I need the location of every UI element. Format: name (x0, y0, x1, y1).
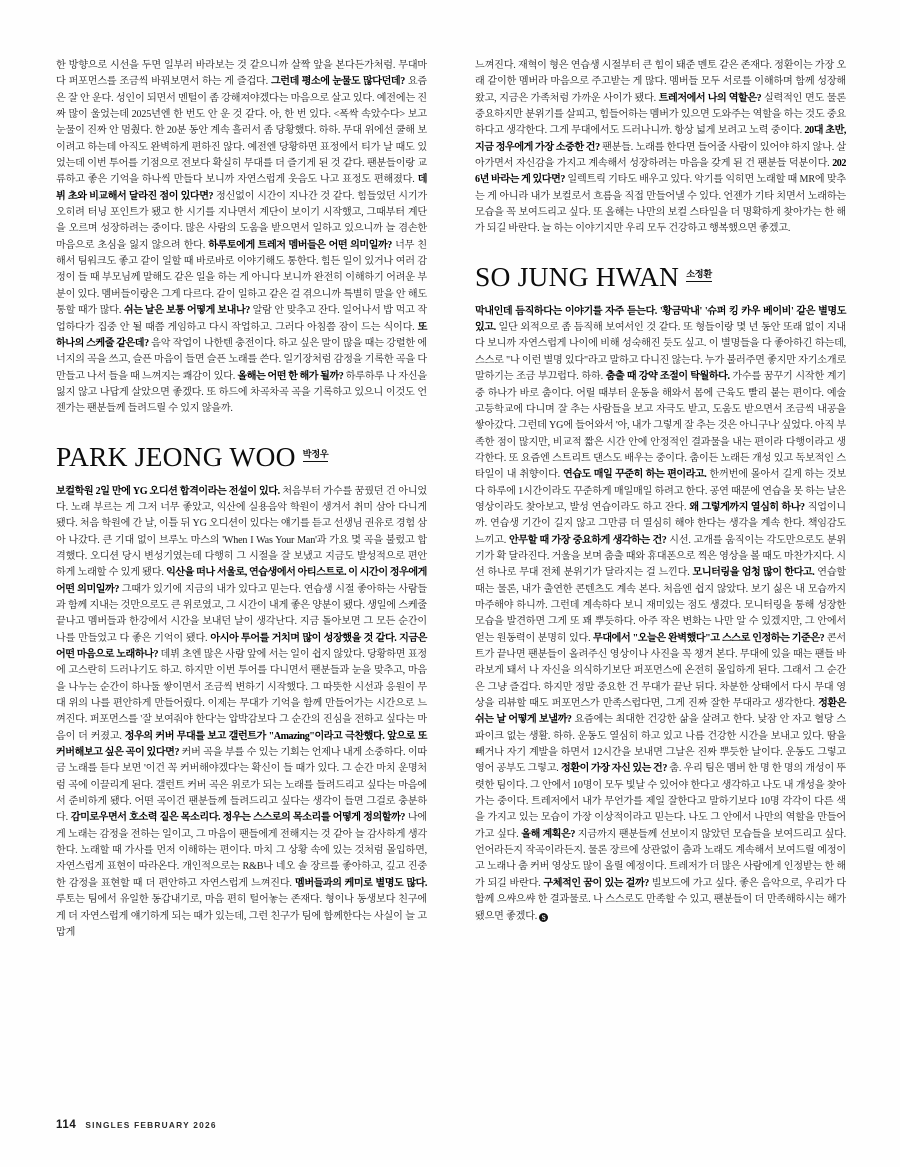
folio-publication-title: SINGLES FEBRUARY 2026 (85, 1120, 217, 1130)
interview-question: 트레저에서 나의 역할은? (658, 92, 762, 104)
interview-question: 또 하나의 스케줄 같은데? (56, 321, 427, 349)
interview-question: 막내인데 듬직하다는 이야기를 자주 듣는다. '황금막내' '슈퍼 킹 카우 베이비' 같은 별명도 있고. (475, 305, 846, 334)
heading-korean-name: 박정우 (303, 446, 329, 462)
right-column (475, 58, 846, 925)
article-end-mark: S (539, 913, 548, 922)
interview-question: 올해 계획은? (521, 828, 575, 840)
interview-question: 올해는 어떤 한 해가 될까? (237, 370, 344, 382)
interview-question: 연습도 매일 꾸준히 하는 편이라고. (563, 469, 707, 481)
interview-question: 정환이 가장 자신 있는 건? (560, 763, 667, 775)
interview-question: 보컬학원 2일 만에 YG 오디션 합격이라는 전설이 있다. (56, 485, 280, 497)
interview-question: 익산을 떠나 서울로, 연습생에서 아티스트로. 이 시간이 정우에게 어떤 의미일까? (56, 567, 427, 595)
interview-question: 춤출 때 강약 조절이 탁월하다. (605, 371, 730, 383)
interview-question: 아시아 투어를 거치며 많이 성장했을 것 같다. 지금은 어떤 마음으로 노래하나? (56, 632, 427, 660)
heading-korean-name: 소정환 (686, 266, 712, 282)
interview-question: 20대 초반, 지금 정우에게 가장 소중한 건? (475, 125, 846, 153)
interview-question: 안무할 때 가장 중요하게 생각하는 건? (508, 534, 667, 546)
interview-question: 정환은 쉬는 날 어떻게 보낼까? (475, 698, 846, 726)
left-continued-paragraph: 한 방향으로 시선을 두면 일부러 바라보는 것 같으니까 살짝 앞을 본다든가처럼. 무대마다 퍼포먼스를 조금씩 바꿔보면서 하는 게 즐겁다. 그런데 평소에 눈물도 많다던데? 요즘은 잘 안 운다. 성인이 되면서 멘털이 좀 강해져야겠다는 마음으로 살고 있다. 예전에는 진짜 많이 울었는데 2025년엔 한 번도 안 운 것 같다. 아, 한 번 있다. <폭싹 속았수다> 보고 눈물이 진짜 안 멈췄다. 한 20분 동안 계속 흘러서 좀 당황했다. 하하. 무대 위에선 쿨해 보이려고 하는데 아직도 완벽하게 편하진 않다. 예전엔 당황하면 표정에서 티가 날 때도 있었는데 이번 투어를 기점으로 전보다 확실히 무대를 더 즐기게 된 것 같다. 팬분들이랑 교류하고 좋은 기억을 하나씩 만들다 보니까 자연스럽게 웃음도 나고 표정도 편해졌다. 데뷔 초와 비교해서 달라진 점이 있다면? 정신없이 시간이 지나간 것 같다. 힘들었던 시기가 오히려 터닝 포인트가 됐고 한 시기를 지나면서 계단이 보이기 시작했고, 그때부터 계단을 오르며 성장하려는 중이다. 많은 사람의 도움을 받으면서 일하고 있으니까 늘 겸손한 마음으로 초심을 잃지 않으려 한다. 하루토에게 트레저 멤버들은 어떤 의미일까? 너무 친해서 팀워크도 좋고 같이 일할 때 바로바로 이야기해도 통한다. 힘든 일이 있거나 여러 감정이 들 때 부모님께 말해도 같은 일을 하는 게 아니다 보니까 완전히 이해하기 어려운 부분이 있다. 멤버들이랑은 그게 다르다. 같이 일하고 같은 걸 겪으니까 특별히 말을 안 해도 통할 때가 많다. 쉬는 날은 보통 어떻게 보내나? 알람 안 맞추고 잔다. 일어나서 밥 먹고 작업하다가 집중 안 될 때쯤 게임하고 다시 작업하고. 그러다 아침쯤 잠이 드는 식이다. 또 하나의 스케줄 같은데? 음악 작업이 나한텐 충전이다. 하고 싶은 말이 많을 때는 강렬한 에너지의 곡을 쓰고, 슬픈 마음이 들면 슬픈 노래를 쓴다. 일기장처럼 감정을 기록한 곡을 다 만들고 나서 들을 때 느껴지는 쾌감이 있다. 올해는 어떤 한 해가 될까? 하루하루 나 자신을 잃지 않고 나답게 살았으면 좋겠다. 또 하드에 차곡차곡 곡을 기록하고 있으니 이것도 언젠가는 팬분들께 들려드릴 수 있지 않을까. (56, 60, 427, 415)
left-column (56, 58, 427, 941)
interview-question: 정우의 커버 무대를 보고 갤런트가 "Amazing"이라고 극찬했다. 앞으로 또 커버해보고 싶은 곡이 있다면? (56, 730, 428, 759)
park-jeong-woo-interview-body: 보컬학원 2일 만에 YG 오디션 합격이라는 전설이 있다. 처음부터 가수를 꿈꿨던 건 아니었다. 노래 부르는 게 그저 너무 좋았고, 익산에 실용음악 학원이 생겨서 취미 삼아 다니게 됐다. 처음 학원에 간 날, 이틀 뒤 YG 오디션이 있다는 얘기를 듣고 선생님 권유로 경험 삼아 나갔다. 큰 기대 없이 브루노 마스의 'When I Was Your Man'과 가요 몇 곡을 불렀고 합격했다. 오디션 당시 변성기였는데 다행히 그 시절을 잘 보냈고 지금도 발성적으로 편안하게 노래할 수 있게 됐다. 익산을 떠나 서울로, 연습생에서 아티스트로. 이 시간이 정우에게 어떤 의미일까? 그때가 있기에 지금의 내가 있다고 믿는다. 연습생 시절 좋아하는 사람들과 함께 지내는 것만으로도 큰 위로였고, 그 시간이 내게 좋은 양분이 됐다. 생일에 스케줄 끝나고 멤버들과 한강에서 시간을 보내던 날이 생각난다. 지금 돌아보면 그 모든 순간이 나를 만들었고 다 좋은 기억이 됐다. 아시아 투어를 거치며 많이 성장했을 것 같다. 지금은 어떤 마음으로 노래하나? 데뷔 초엔 많은 사람 앞에 서는 일이 쉽지 않았다. 당황하면 표정에 고스란히 드러나기도 하고. 하지만 이번 투어를 다니면서 팬분들과 눈을 맞추고, 마음을 나누는 순간이 하나둘 쌓이면서 조금씩 변하기 시작했다. 그 따뜻한 시선과 응원이 무대 위의 나를 편안하게 만들어줬다. 이제는 무대가 기억을 함께 만들어가는 시간으로 느껴진다. 퍼포먼스를 '잘 보여줘야 한다'는 압박감보다 그 순간의 진심을 전하고 싶다는 마음이 더 커졌고. 정우의 커버 무대를 보고 갤런트가 "Amazing"이라고 극찬했다. 앞으로 또 커버해보고 싶은 곡이 있다면? 커버 곡을 부를 수 있는 기회는 언제나 내게 소중하다. 이따금 노래를 듣다 보면 '이건 꼭 커버해야겠다'는 확신이 들 때가 있다. 그 순간 마치 운명처럼 곡에 이끌리게 된다. 갤런트 커버 곡은 위로가 되는 노래를 들려드리고 싶다는 마음에서 준비하게 됐다. 어떤 곡이건 팬분들께 들려드리고 싶다는 생각이 들면 그걸로 충분하다. 감미로우면서 호소력 짙은 목소리다. 정우는 스스로의 목소리를 어떻게 정의할까? 나에게 노래는 감정을 전하는 일이고, 그 마음이 팬들에게 전해지는 것 같아 늘 감사하게 생각한다. 노래할 때 가사를 먼저 이해하는 편이다. 마치 그 상황 속에 있는 것처럼 몰입하면, 자연스럽게 표현이 따라온다. 개인적으로는 R&B나 네오 솔 장르를 좋아하고, 깊고 진중한 감정을 표현할 때 더 편안하고 자연스럽게 느껴진다. 멤버들과의 케미로 별명도 많다. 루토는 팀에서 유일한 동갑내기로, 마음 편히 털어놓는 존재다. 형이나 동생보다 친구에게 더 자연스럽게 얘기하게 되는 때가 있는데, 그런 친구가 팀에 함께한다는 사실이 늘 고맙게 (56, 485, 428, 938)
interview-question: 멤버들과의 케미로 별명도 많다. (295, 877, 427, 889)
interview-question: 2026년 바라는 게 있다면? (475, 158, 846, 186)
heading-so-jung-hwan (475, 260, 846, 292)
heading-english-name: PARK JEONG WOO (56, 440, 296, 472)
right-continued-paragraph: 느껴진다. 재혁이 형은 연습생 시절부터 큰 힘이 돼준 멘토 같은 존재다. 정환이는 가장 오래 같이한 멤버라 마음으로 주고받는 게 많다. 멤버들 모두 서로를 이해하며 함께 성장해왔고, 지금은 가족처럼 가까운 사이가 됐다. 트레저에서 나의 역할은? 실력적인 면도 물론 중요하지만 분위기를 살피고, 힘들어하는 멤버가 있으면 도와주는 역할을 하는 것도 중요하다고 생각한다. 그게 무대에서도 드러나니까. 항상 넓게 보려고 노력 중이다. 20대 초반, 지금 정우에게 가장 소중한 건? 팬분들. 노래를 한다면 들어줄 사람이 있어야 하지 않나. 살아가면서 자신감을 가지고 계속해서 성장하려는 마음을 갖게 된 건 팬분들 덕분이다. 2026년 바라는 게 있다면? 일렉트릭 기타도 배우고 있다. 악기를 익히면 노래할 때 MR에 맞추는 게 아니라 내가 보컬로서 흐름을 직접 만들어낼 수 있다. 언젠가 기타 치면서 노래하는 모습을 꼭 보여드리고 싶다. 또 올해는 나만의 보컬 스타일을 더 명확하게 찾아가는 한 해가 되길 바란다. 늘 하는 이야기지만 우리 모두 건강하고 행복했으면 좋겠고. (475, 60, 846, 235)
text-columns (56, 58, 846, 941)
heading-park-jeong-woo (56, 440, 427, 472)
interview-question: 데뷔 초와 비교해서 달라진 점이 있다면? (56, 174, 427, 202)
heading-english-name: SO JUNG HWAN (475, 260, 680, 292)
interview-question: 그런데 평소에 눈물도 많다던데? (271, 76, 405, 88)
interview-question: 감미로우면서 호소력 짙은 목소리다. 정우는 스스로의 목소리를 어떻게 정의할까? (70, 812, 405, 824)
folio-page-number: 114 (56, 1119, 77, 1131)
so-jung-hwan-interview-body: 막내인데 듬직하다는 이야기를 자주 듣는다. '황금막내' '슈퍼 킹 카우 베이비' 같은 별명도 있고. 일단 외적으로 좀 듬직해 보여서인 것 같다. 또 형들이랑 몇 년 동안 또래 없이 지내다 보니까 자연스럽게 나이에 비해 성숙해진 듯도 싶고. 이 별명들을 다 좋아하긴 하는데, 스스로 "나 이런 별명 있다"라고 말하고 다니진 않는다. 누가 불러주면 좋지만 자기소개로 말하기는 조금 부끄럽다. 하하. 춤출 때 강약 조절이 탁월하다. 가수를 꿈꾸기 시작한 계기 중 하나가 바로 춤이다. 어릴 때부터 운동을 해와서 몸에 근육도 빨리 붙는 편이다. 예술 고등학교에 다니며 잘 추는 사람들을 보고 자극도 받고, 도움도 받으면서 조금씩 내공을 쌓아갔다. 그런데 YG에 들어와서 '아, 내가 그렇게 잘 추는 것은 아니구나' 싶었다. 아직 부족한 점이 많지만, 비교적 짧은 시간 안에 안정적인 결과물을 내는 편이라 다행이라고 생각한다. 또 요즘엔 스트리트 댄스도 배우는 중이다. 춤이든 노래든 개성 있고 독보적인 스타일이 내 취향이다. 연습도 매일 꾸준히 하는 편이라고. 한꺼번에 몰아서 길게 하는 것보다 하루에 1시간이라도 꾸준하게 매일매일 하려고 한다. 공연 때문에 연습을 못 하는 날은 영상이라도 찾아보고, 발성 연습이라도 하고 잔다. 왜 그렇게까지 열심히 하나? 직업이니까. 연습생 기간이 길지 않고 그만큼 더 열심히 해야 한다는 생각을 계속 한다. 책임감도 느끼고. 안무할 때 가장 중요하게 생각하는 건? 시선. 고개를 움직이는 각도만으로도 분위기가 확 달라진다. 거울을 보며 춤출 때와 휴대폰으로 찍은 영상을 볼 때도 마찬가지다. 시선 하나로 무대 전체 분위기가 달라지는 걸 느낀다. 모니터링을 엄청 많이 한다고. 연습할 때는 물론, 내가 출연한 콘텐츠도 계속 본다. 처음엔 쉽지 않았다. 보기 싫은 내 모습까지 마주해야 하니까. 그런데 계속하다 보니 재미있는 점도 생겼다. 모니터링을 통해 성장한 모습을 발견하면 그게 또 꽤 뿌듯하다. 아주 작은 변화는 나만 알 수 있겠지만, 그 안에서 얻는 원동력이 분명히 있다. 무대에서 "오늘은 완벽했다"고 스스로 인정하는 기준은? 콘서트가 끝나면 팬분들이 올려주신 영상이나 사진을 꼭 챙겨 본다. 무대에 있을 때는 팬들 바라보게 돼서 나 자신을 의식하기보단 퍼포먼스에 온전히 몰입하게 된다. 그래서 그 순간은 그냥 즐겁다. 하지만 정말 중요한 건 무대가 끝난 뒤다. 차분한 상태에서 다시 무대 영상을 리뷰할 때도 퍼포먼스가 만족스럽다면, 그게 진짜 잘한 무대라고 생각한다. 정환은 쉬는 날 어떻게 보낼까? 요즘에는 최대한 건강한 삶을 살려고 한다. 낮잠 안 자고 혈당 스파이크 없는 생활. 하하. 운동도 열심히 하고 있고 나름 건강한 시간을 보내고 있다. 땀을 빼거나 자기 계발을 하면서 12시간을 보내면 그날은 진짜 뿌듯한 날이다. 운동도 그렇고 영어 공부도 그렇고. 정환이 가장 자신 있는 건? 춤. 우리 팀은 멤버 한 명 한 명의 개성이 뚜렷한 팀이다. 그 안에서 10명이 모두 빛날 수 있어야 한다고 생각하고 나도 내 개성을 찾아가는 중이다. 트레저에서 내가 무언가를 제일 잘한다고 말하기보다 10명 각각이 다른 색을 가지고 있는 모습이 가장 이상적이라고 믿는다. 나도 그 안에서 나만의 역할을 만들어가고 싶다. 올해 계획은? 지금까지 팬분들께 선보이지 않았던 모습들을 보여드리고 싶다. 언어라든지 작곡이라든지. 물론 장르에 상관없이 춤과 노래도 계속해서 보여드릴 예정이고 노래나 춤 커버 영상도 많이 올릴 예정이다. 트레저가 더 많은 사람에게 인정받는 한 해가 되길 바란다. 구체적인 꿈이 있는 걸까? 빌보드에 가고 싶다. 좋은 음악으로, 우리가 다 함께 으쌰으쌰 한 결과물로. 나 스스로도 만족할 수 있고, 팬분들이 더 만족해하시는 해가 됐으면 좋겠다. S (475, 305, 847, 922)
page-footer (56, 1119, 217, 1131)
interview-question: 구체적인 꿈이 있는 걸까? (543, 877, 649, 889)
interview-question: 쉬는 날은 보통 어떻게 보내나? (123, 305, 250, 317)
interview-question: 무대에서 "오늘은 완벽했다"고 스스로 인정하는 기준은? (593, 632, 825, 644)
interview-question: 하루토에게 트레저 멤버들은 어떤 의미일까? (208, 239, 392, 251)
interview-question: 왜 그렇게까지 열심히 하나? (689, 501, 805, 513)
interview-question: 모니터링을 엄청 많이 한다고. (692, 567, 815, 579)
